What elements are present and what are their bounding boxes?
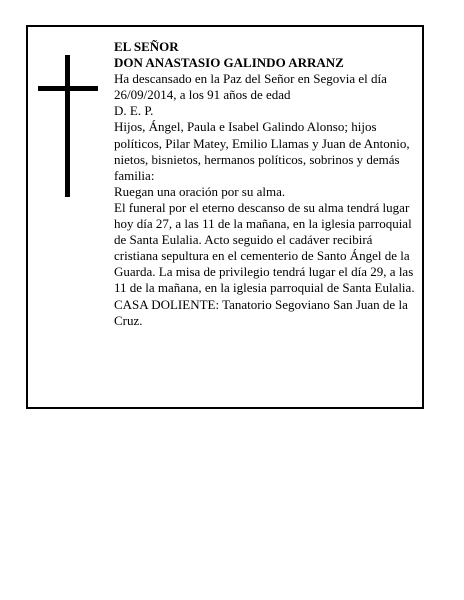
- death-announcement: Ha descansado en la Paz del Señor en Segovia el día 26/09/2014, a los 91 años de edad: [114, 71, 387, 103]
- cross-vertical-bar: [65, 55, 70, 197]
- deceased-name: DON ANASTASIO GALINDO ARRANZ: [114, 55, 344, 71]
- obituary-text: [114, 39, 418, 329]
- family-list: Hijos, Ángel, Paula e Isabel Galindo Alonso; hijos políticos, Pilar Matey, Emilio Llamas y Juan de Antonio, nietos, bisnietos, hermanos políticos, sobrinos y demás familia:: [114, 119, 410, 183]
- obituary-notice: [26, 25, 424, 409]
- cross-horizontal-bar: [38, 86, 98, 91]
- deceased-title: EL SEÑOR: [114, 39, 179, 54]
- rip-text: D. E. P.: [114, 103, 154, 119]
- prayer-request: Ruegan una oración por su alma.: [114, 183, 286, 199]
- cross-icon: [38, 55, 98, 197]
- funeral-details: El funeral por el eterno descanso de su alma tendrá lugar hoy día 27, a las 11 de la mañana, en la iglesia parroquial de Santa Eulalia. Acto seguido el cadáver recibirá cristiana sepultura en el cementerio de Santo Ángel de la Guarda. La misa de privilegio tendrá lugar el día 29, a las 11 de la mañana, en la iglesia parroquial de Santa Eulalia.: [114, 199, 415, 296]
- mourning-house: CASA DOLIENTE: Tanatorio Segoviano San Juan de la Cruz.: [114, 296, 408, 328]
